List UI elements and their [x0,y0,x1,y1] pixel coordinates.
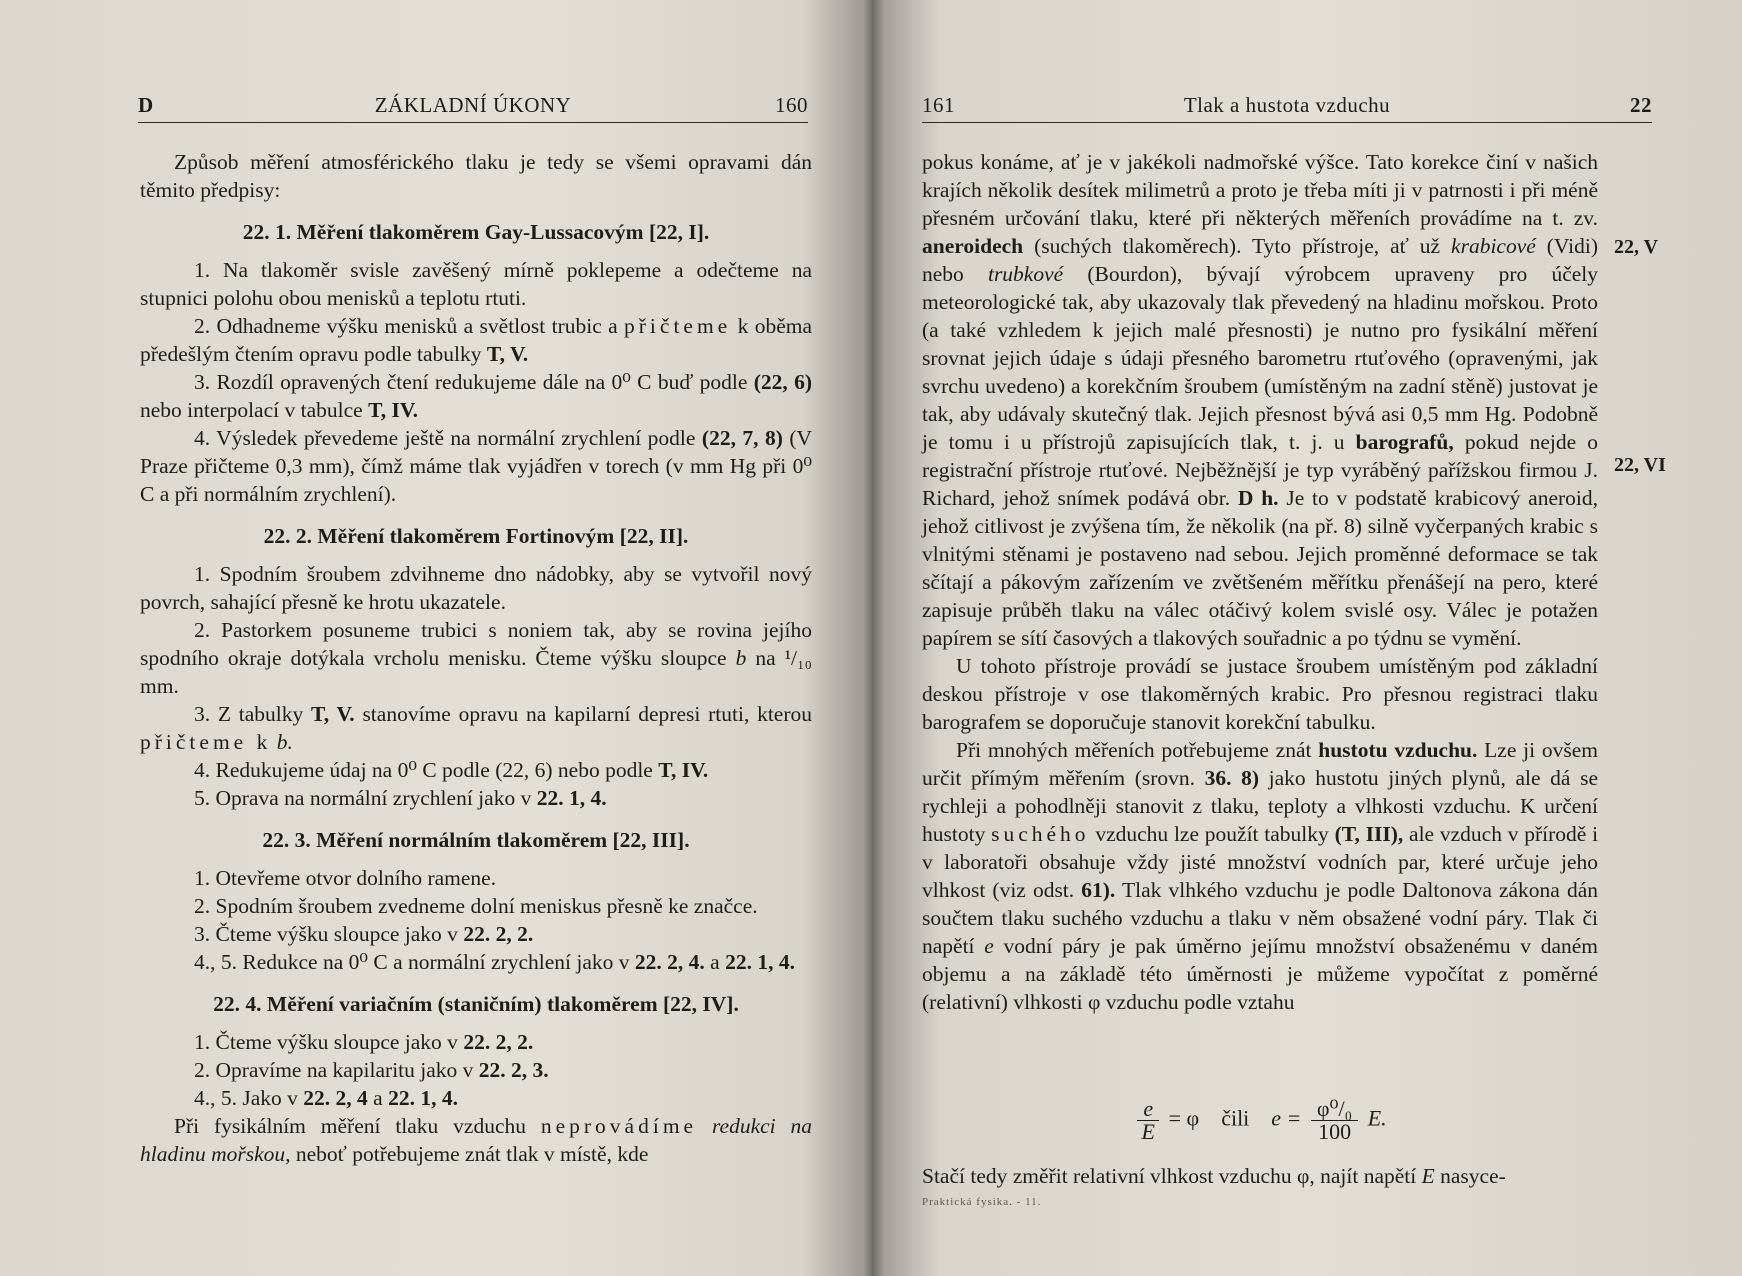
s1-item-2: 2. Odhadneme výšku menisků a světlost trubic a přičteme k oběma předešlým čtením opravu podle tabulky T, V. [140,314,813,366]
aneroid-paragraph: pokus konáme, ať je v jakékoli nadmořské výšce. Tato korekce činí v našich krajích několik desítek milimetrů a proto je třeba míti ji v patrnosti i při méně přesném určování tlaku, které při některých měřeních provádíme na t. zv. aneroidech (suchých tlakoměrech). Tyto přístroje, ať už krabicové (Vidi) nebo trubkové (Bourdon), bývají výrobcem upraveny pro účely meteorologické tak, aby ukazovaly tlak převedený na hladinu mořskou. Proto (a také vzhledem k jejich malé přesnosti) je nutno pro fysikální měření srovnat jejich údaje s údaji přesného barometru rtuťového (opravenými, jak svrchu uvedeno) a korekčním šroubem (umístěným na zadní stěně) justovat je tak, aby udávaly skutečný tlak. Jejich přesnost bývá asi 0,5 mm Hg. Podobně je tomu i u přístrojů zapisujících tlak, t. j. u barografů, pokud nejde o registrační přístroje rtuťové. Nejběžnější je typ vyráběný pařížskou firmou J. Richard, jehož snímek podává obr. D h. Je to v podstatě krabicový aneroid, jehož citlivost je zvýšena tím, že několik (na př. 8) silně vyčerpaných krabic s vlnitými stěnami je postaveno nad sebou. Jejich proměnné deformace se tak sčítají a pákovým zařízením ve zvětšeném měřítku přenášejí na pero, které zapisuje průběh tlaku na válec otáčivý kolem svislé osy. Válec je potažen papírem se sítí časových a tlakových souřadnic a po týdnu se vymění. [922,150,1599,650]
s2-item-1: 1. Spodním šroubem zdvihneme dno nádobky, aby se vytvořil nový povrch, sahající přesně ke hrotu ukazatele. [140,562,812,614]
margin-ref-22-vi: 22, VI [1614,454,1666,476]
right-body-text [922,148,1598,1016]
s1-item-1: 1. Na tlakoměr svisle zavěšený mírně poklepeme a odečteme na stupnici polohu obou menisků a teplotu rtuti. [140,258,812,310]
chapter-title: ZÁKLADNÍ ÚKONY [374,93,572,117]
right-page [880,0,1742,1276]
s3-item-3: 3. Čteme výšku sloupce jako v 22. 2, 2. [194,922,534,946]
left-page [0,0,862,1276]
s3-item-2: 2. Spodním šroubem zvedneme dolní meniskus přesně ke značce. [194,894,758,918]
section-22-1-title: 22. 1. Měření tlakoměrem Gay-Lussacovým [22, I]. [242,220,710,244]
s3-item-1: 1. Otevřeme otvor dolního ramene. [194,866,497,890]
s2-item-5: 5. Oprava na normální zrychlení jako v 22. 1, 4. [194,786,607,810]
s1-item-3: 3. Rozdíl opravených čtení redukujeme dále na 0⁰ C buď podle (22, 6) nebo interpolací v tabulce T, IV. [140,370,812,422]
section-22-3-title: 22. 3. Měření normálním tlakoměrem [22, III]. [262,828,690,852]
chapter-letter: D [138,93,154,117]
fraction-phi-over-100: $\frac{\text{φ⁰/₀}}{100}$ [1311,1098,1358,1143]
s4-item-2: 2. Opravíme na kapilaritu jako v 22. 2, 3. [194,1058,549,1082]
s2-item-4: 4. Redukujeme údaj na 0⁰ C podle (22, 6) nebo podle T, IV. [194,758,709,782]
closing-paragraph: Při fysikálním měření tlaku vzduchu neprovádíme redukci na hladinu mořskou, neboť potřebujeme znát tlak v místě, kde [140,1114,812,1166]
s1-item-4: 4. Výsledek převedeme ještě na normální zrychlení podle (22, 7, 8) (V Praze přičteme 0,3 mm), čímž máme tlak vyjádřen v torech (v mm Hg při 0⁰ C a při normálním zrychlení). [140,426,813,506]
humidity-formula: $\frac{e}{E}$ = φ čili e = $\frac{\text{φ⁰/₀}}{100}$ E. [922,1098,1598,1142]
fraction-e-over-E: $\frac{e}{E}$ [1137,1098,1159,1143]
s4-item-1: 1. Čteme výšku sloupce jako v 22. 2, 2. [194,1030,534,1054]
s2-item-3: 3. Z tabulky T, V. stanovíme opravu na kapilarní depresi rtuti, kterou přičteme k b. [140,702,813,754]
left-page-number: 160 [775,93,808,117]
right-running-head [922,88,1652,123]
left-body-text [140,148,812,1168]
s3-item-4: 4., 5. Redukce na 0⁰ C a normální zrychlení jako v 22. 2, 4. a 22. 1, 4. [194,950,795,974]
left-running-head [138,88,808,123]
after-formula-paragraph: Stačí tedy změřit relativní vlhkost vzduchu φ, najít napětí E nasyce- [922,1163,1506,1188]
section-22-4-title: 22. 4. Měření variačním (staničním) tlakoměrem [22, IV]. [213,992,739,1016]
margin-ref-22-v: 22, V [1614,236,1659,258]
book-footer: Praktická fysika. - 11. [922,1196,1042,1208]
density-paragraph: Při mnohých měřeních potřebujeme znát hustotu vzduchu. Lze ji ovšem určit přímým měřením (srovn. 36. 8) jako hustotu jiných plynů, ale dá se rychleji a pohodlněji stanovit z tlaku, teploty a vlhkosti vzduchu. K určení hustoty suchého vzduchu lze použít tabulky (T, III), ale vzduch v přírodě i v laboratoři obsahuje vždy jisté množství vodních par, které určuje jeho vlhkost (viz odst. 61). Tlak vlhkého vzduchu je podle Daltonova zákona dán součtem tlaku suchého vzduchu a tlaku v něm obsažené vodní páry. Tlak či napětí e vodní páry je pak úměrno jejímu množství obsaženému v daném objemu a na základě této úměrnosti je můžeme vypočítat z poměrné (relativní) vlhkosti φ vzduchu podle vztahu [922,738,1599,1014]
intro-paragraph: Způsob měření atmosférického tlaku je tedy se všemi opravami dán těmito předpisy: [140,150,812,202]
section-22-2-title: 22. 2. Měření tlakoměrem Fortinovým [22, II]. [263,524,689,548]
section-running-title: Tlak a hustota vzduchu [1183,93,1391,117]
justation-paragraph: U tohoto přístroje provádí se justace šroubem umístěným pod základní deskou přístroje v ose tlakoměrných krabic. Pro přesnou registraci tlaku barografem se doporučuje stanovit korekční tabulku. [922,654,1598,734]
s4-item-3: 4., 5. Jako v 22. 2, 4 a 22. 1, 4. [194,1086,458,1110]
s2-item-2: 2. Pastorkem posuneme trubici s noniem tak, aby se rovina jejího spodního okraje dotýkala vrcholu menisku. Čteme výšku sloupce b na ¹/₁₀ mm. [140,618,813,698]
right-page-number: 161 [922,93,955,117]
section-number: 22 [1630,93,1652,117]
